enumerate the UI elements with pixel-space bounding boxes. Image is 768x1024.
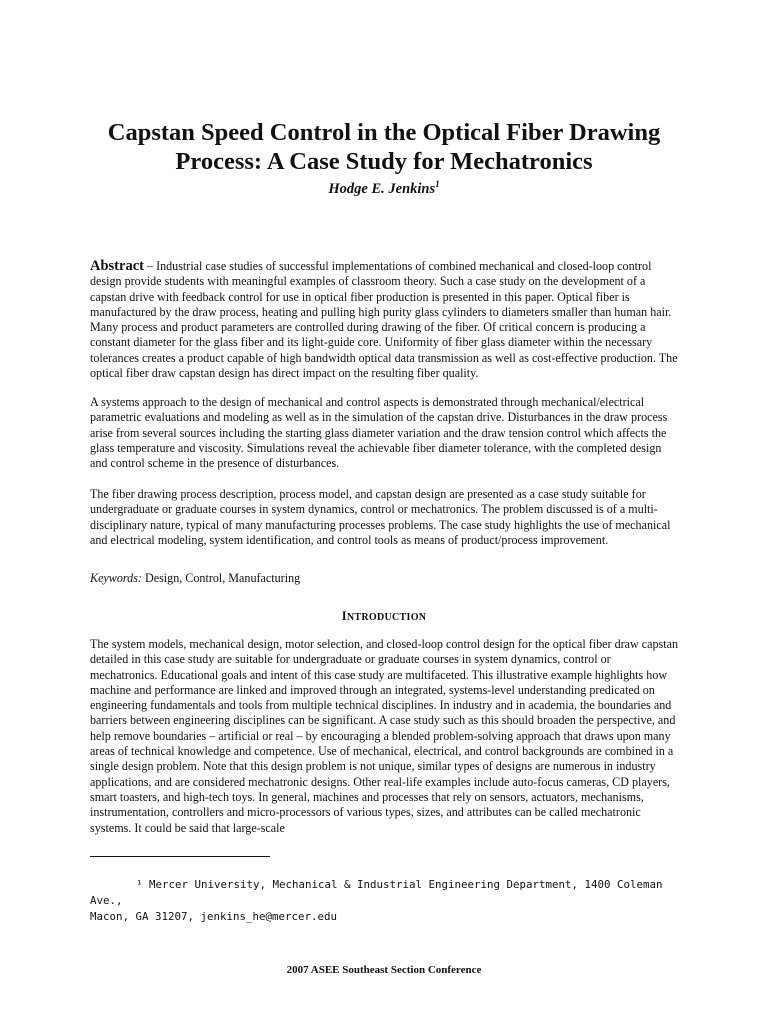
section-heading-rest: NTRODUCTION xyxy=(346,612,427,623)
keywords-line xyxy=(90,571,681,586)
author-name: Hodge E. Jenkins xyxy=(328,180,436,197)
conference-footer: 2007 ASEE Southeast Section Conference xyxy=(286,964,482,976)
abstract-text-1: – Industrial case studies of successful implementations of combined mechanical and closed-loop control design provide students with meaningful examples of classroom theory. Such a case study on the development of a capstan drive with feedback control for use in optical fiber production is presented in this paper. Optical fiber is manufactured by the draw process, heating and pulling high purity glass cylinders to diameters smaller than human hair. Many process and product parameters are controlled during drawing of the fiber. Of critical concern is producing a constant diameter for the glass fiber and its light-guide core. Uniformity of fiber glass diameter within the necessary tolerances creates a product capable of high bandwidth optical data transmission as well as cost-effective production. The optical fiber draw capstan design has direct impact on the resulting fiber quality. xyxy=(90,259,678,381)
abstract-label: Abstract xyxy=(90,258,144,274)
title-line-2: Process: A Case Study for Mechatronics xyxy=(175,148,593,175)
abstract-paragraph-3: The fiber drawing process description, process model, and capstan design are presented as a case study suitable for undergraduate or graduate courses in system dynamics, control or mechatronics. The problem discussed is of a multi-disciplinary nature, typical of many manufacturing processes problems. The case study highlights the use of mechanical and electrical modeling, system identification, and control tools as means of product/process improvement. xyxy=(90,487,671,547)
section-heading-introduction xyxy=(60,609,708,624)
author-line xyxy=(60,179,708,198)
author-footnote-mark: 1 xyxy=(435,179,440,189)
footnote-line-1: ¹ Mercer University, Mechanical & Industrial Engineering Department, 1400 Coleman Ave., xyxy=(90,878,663,907)
title-line-1: Capstan Speed Control in the Optical Fiber Drawing xyxy=(107,119,661,146)
author-footnote xyxy=(90,877,690,925)
footnote-divider xyxy=(90,856,270,857)
keywords-value: Design, Control, Manufacturing xyxy=(141,571,301,585)
introduction-paragraph-1: The system models, mechanical design, motor selection, and closed-loop control design for the optical fiber draw capstan detailed in this case study are suitable for undergraduate or graduate courses in system dynamics, control or mechatronics. Educational goals and intent of this case study are multifaceted. This illustrative example highlights how machine and performance are linked and improved through an integrated, systems-level understanding predicated on engineering fundamentals and tools from multiple technical disciplines. In industry and in academia, the boundaries and barriers between engineering disciplines can be significant. A case study such as this should broaden the perspective, and help remove boundaries – artificial or real – by encouraging a blended problem-solving approach that draws upon many areas of technical knowledge and competence. Use of mechanical, electrical, and control backgrounds are combined in a single design problem. Note that this design problem is not unique, similar types of designs are numerous in industry applications, and are considered mechatronic designs. Other real-life examples include auto-focus cameras, CD players, smart toasters, and high-tech toys. In general, machines and processes that rely on sensors, actuators, mechanisms, instrumentation, controllers and micro-processors of various types, sizes, and attributes can be called mechatronic systems. It could be said that large-scale xyxy=(90,637,679,835)
abstract-paragraph-1 xyxy=(90,259,681,381)
keywords-label: Keywords: xyxy=(90,571,142,585)
footnote-line-2: Macon, GA 31207, jenkins_he@mercer.edu xyxy=(90,910,338,923)
section-heading-initial: I xyxy=(341,609,347,623)
paper-title xyxy=(60,118,708,176)
abstract-paragraph-2: A systems approach to the design of mechanical and control aspects is demonstrated through mechanical/electrical parametric evaluations and modeling as well as in the simulation of the capstan drive. Disturbances in the draw process arise from several sources including the starting glass diameter variation and the draw tension control which affects the glass temperature and viscosity. Simulations reveal the achievable fiber diameter tolerance, with the completed design and control scheme in the presence of disturbances. xyxy=(90,395,668,471)
